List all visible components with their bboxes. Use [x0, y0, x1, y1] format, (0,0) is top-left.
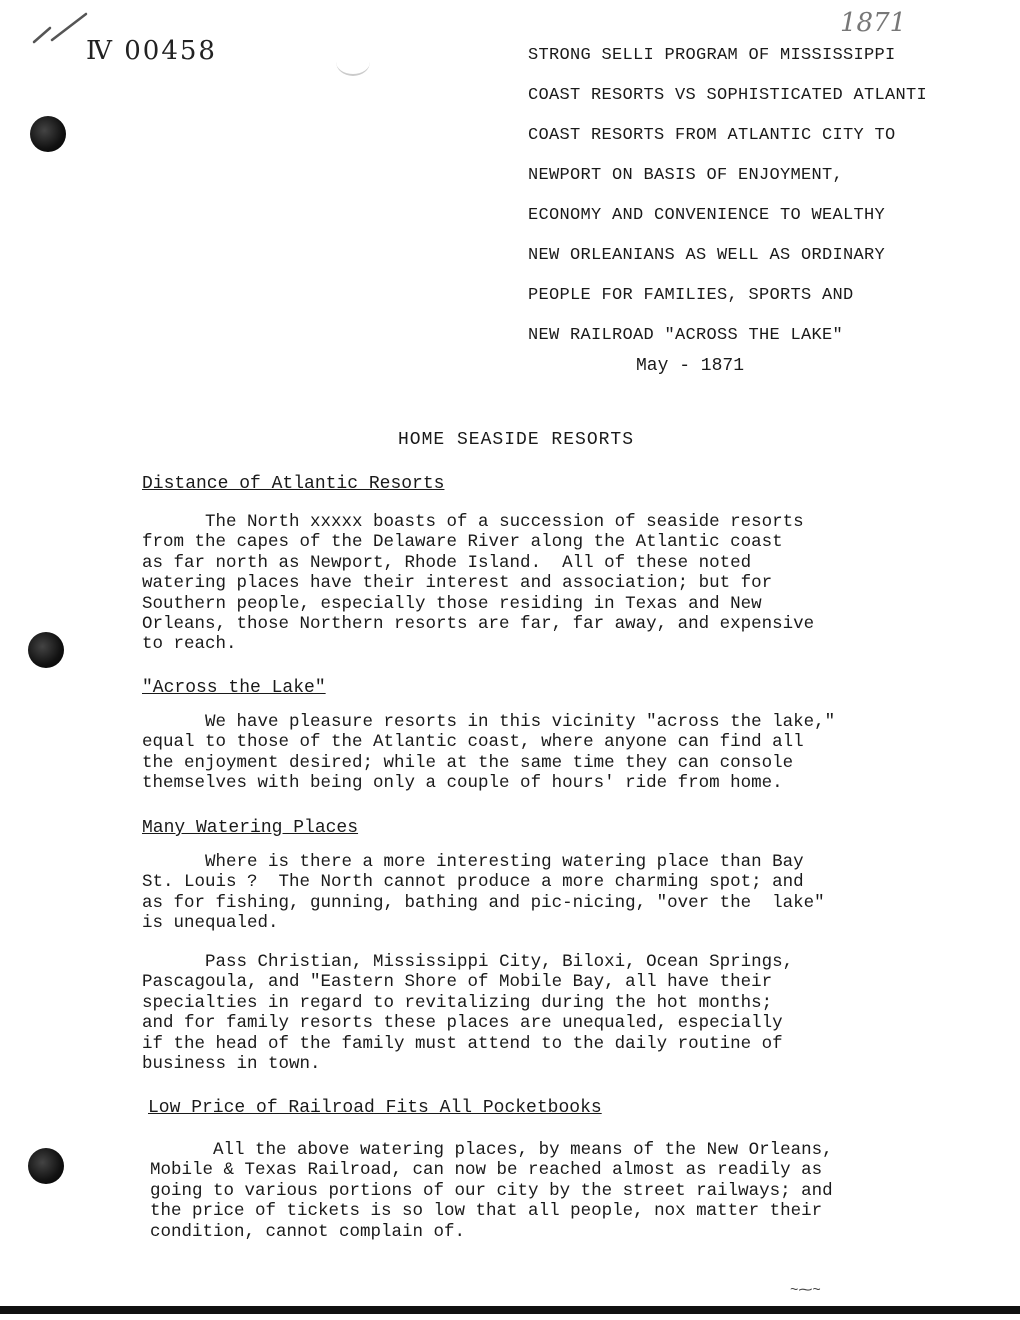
- paragraph-bay-st-louis: Where is there a more interesting watering place than Bay St. Louis ? The North cannot produce a more charming spot; and as for fishing, gunning, bathing and pic-nicing, "over the lake" is unequaled.: [142, 852, 825, 934]
- ink-scribble: ~⁓~: [790, 1283, 821, 1299]
- page-title: HOME SEASIDE RESORTS: [398, 430, 635, 450]
- paragraph-distance: The North xxxxx boasts of a succession of seaside resorts from the capes of the Delaware River along the Atlantic coast as far north as Newport, Rhode Island. All of these noted watering places have their interest and association; but for Southern people, especially those residing in Texas and New Orleans, those Northern resorts are far, far away, and expensive to reach.: [142, 512, 815, 655]
- heading-line: NEWPORT ON BASIS OF ENJOYMENT,: [528, 166, 844, 185]
- section-heading-watering-places: Many Watering Places: [142, 818, 359, 838]
- paper-smudge: [336, 48, 370, 76]
- heading-line: STRONG SELLI PROGRAM OF MISSISSIPPI: [528, 46, 896, 65]
- heading-line: ECONOMY AND CONVENIENCE TO WEALTHY: [528, 206, 886, 225]
- paragraph-across-lake: We have pleasure resorts in this vicinity "across the lake," equal to those of the Atlantic coast, where anyone can find all the enjoyment desired; while at the same time they can console themselves with being only a couple of hours' ride from home.: [142, 712, 836, 794]
- summary-heading: [528, 36, 998, 356]
- heading-line: PEOPLE FOR FAMILIES, SPORTS AND: [528, 286, 854, 305]
- punch-hole: [28, 1148, 64, 1184]
- pencil-year-annotation: 1871: [840, 8, 907, 38]
- section-heading-across-lake: "Across the Lake": [142, 678, 326, 698]
- paragraph-pass-christian: Pass Christian, Mississippi City, Biloxi, Ocean Springs, Pascagoula, and "Eastern Shore of Mobile Bay, all have their specialties in regard to revitalizing during the hot months; and for family resorts these places are unequaled, especially if the head of the family must attend to the daily routine of business in town.: [142, 952, 794, 1075]
- heading-line: NEW RAILROAD "ACROSS THE LAKE": [528, 326, 844, 345]
- paragraph-railroad: All the above watering places, by means of the New Orleans, Mobile & Texas Railroad, can now be reached almost as readily as going to various portions of our city by the street railways; and the price of tickets is so low that all people, nox matter their condition, cannot complain of.: [150, 1140, 833, 1242]
- heading-line: COAST RESORTS VS SOPHISTICATED ATLANTI: [528, 86, 928, 105]
- scan-bottom-edge: [0, 1306, 1020, 1314]
- document-date: May - 1871: [636, 356, 745, 376]
- punch-hole: [30, 116, 66, 152]
- section-heading-distance: Distance of Atlantic Resorts: [142, 474, 445, 494]
- section-heading-railroad-price: Low Price of Railroad Fits All Pocketbooks: [148, 1098, 602, 1118]
- archive-document-number: Ⅳ 00458: [86, 36, 217, 66]
- punch-hole: [28, 632, 64, 668]
- heading-line: NEW ORLEANIANS AS WELL AS ORDINARY: [528, 246, 886, 265]
- heading-line: COAST RESORTS FROM ATLANTIC CITY TO: [528, 126, 896, 145]
